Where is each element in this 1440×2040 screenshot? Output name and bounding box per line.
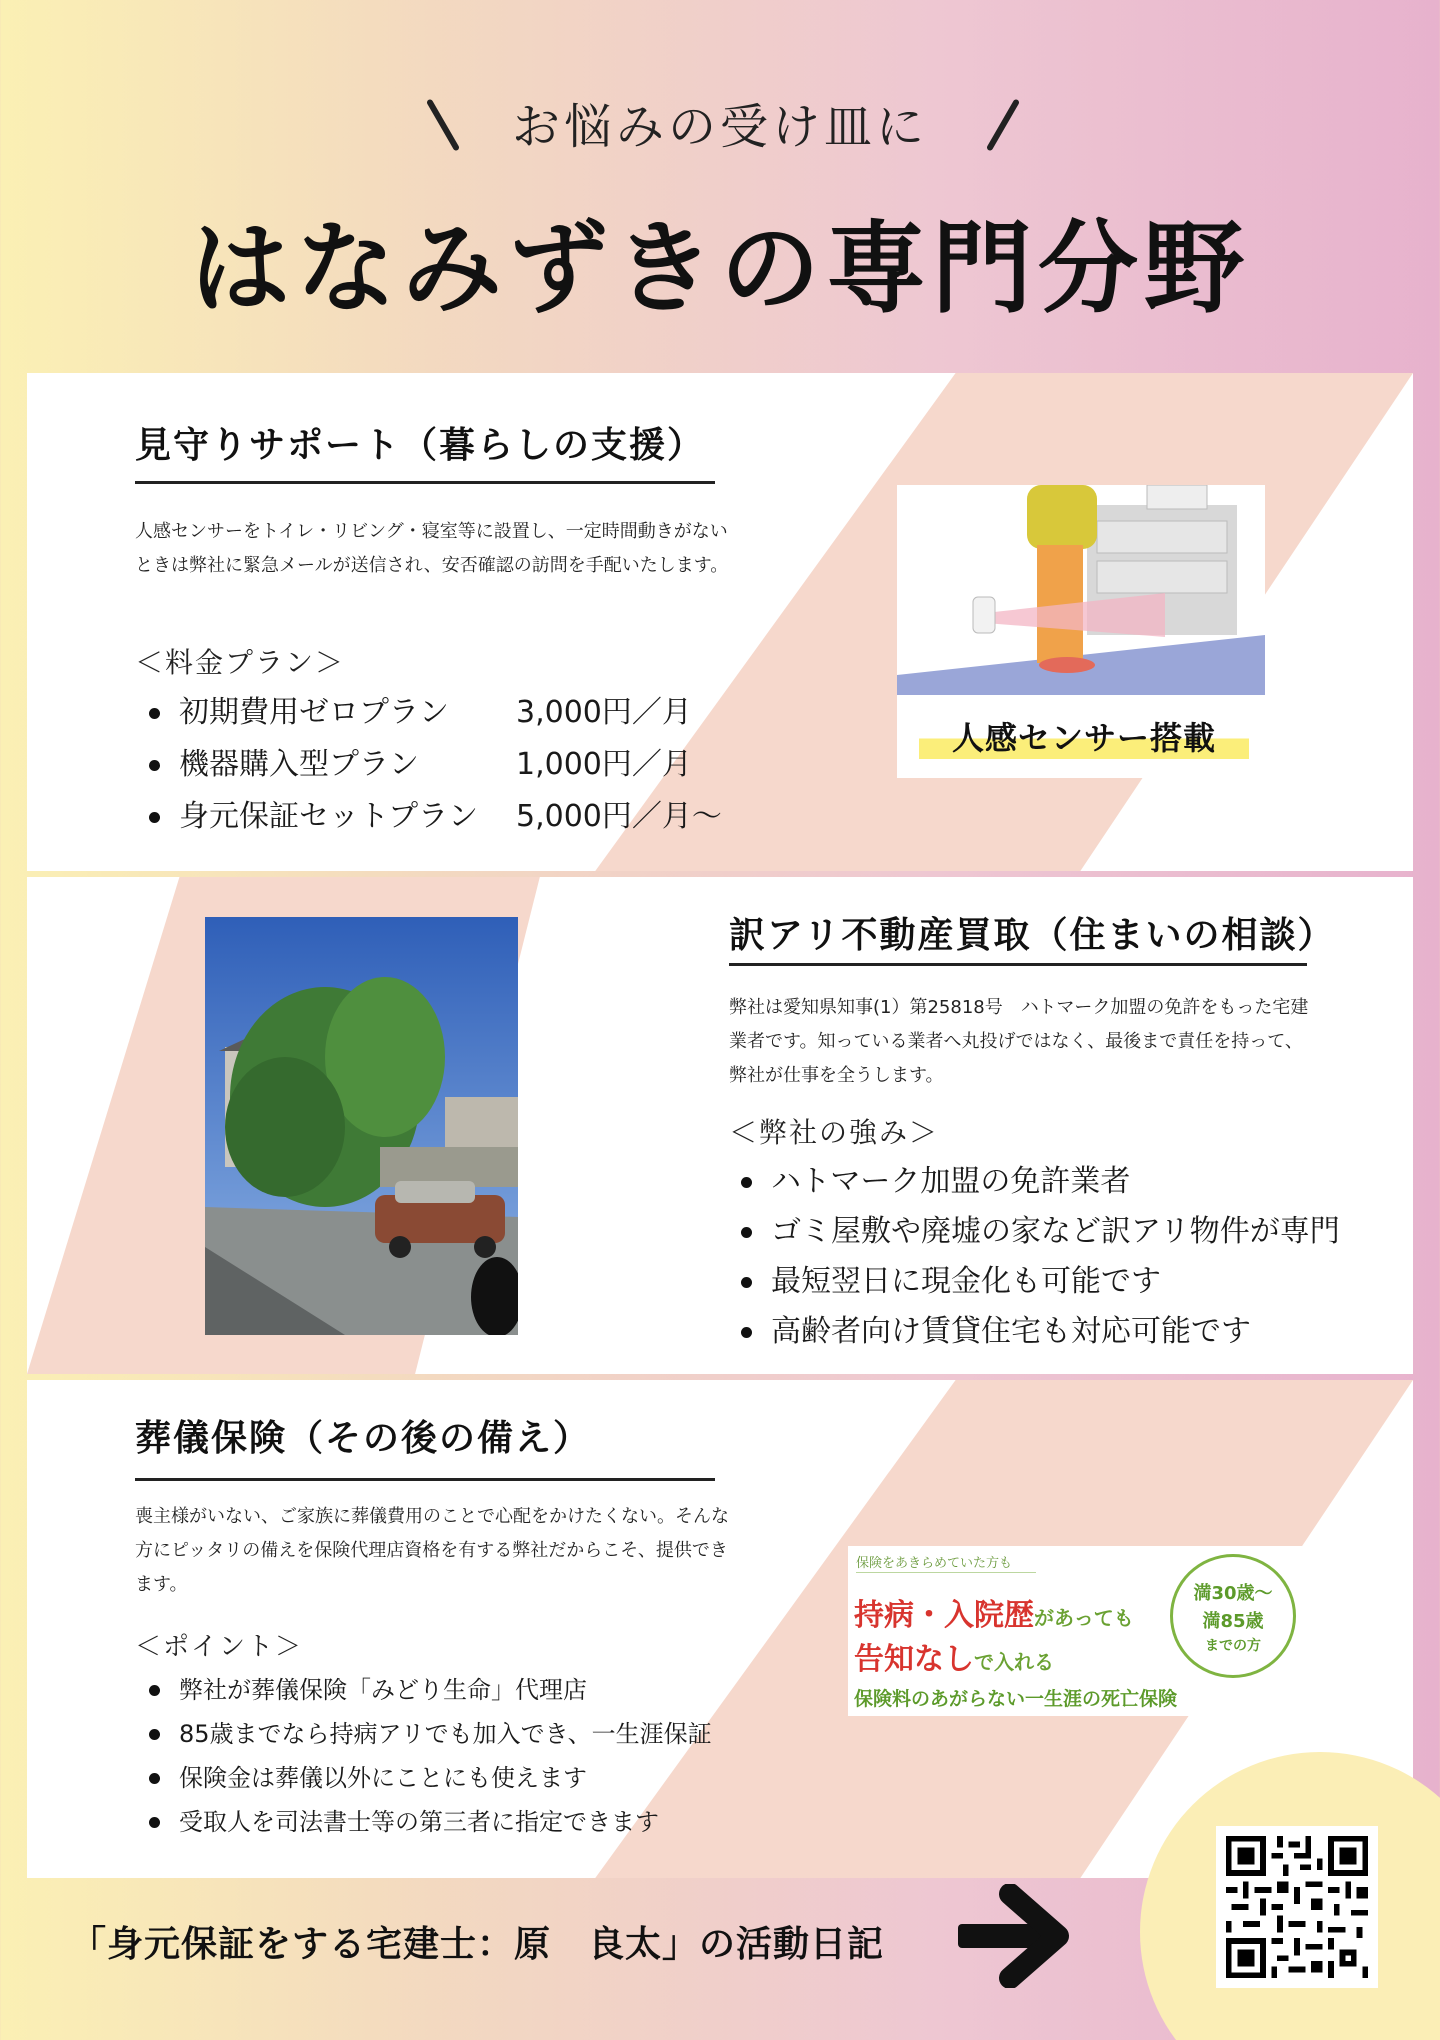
section-real-estate [27,877,1413,1374]
sensor-illustration [897,485,1265,695]
points-heading: ＜ポイント＞ [135,1632,304,1662]
insurance-tagline: 保険料のあがらない一生涯の死亡保険 [854,1688,1178,1710]
sensor-illustration-card [897,485,1265,778]
section-title: 葬儀保険（その後の備え） [135,1418,592,1459]
plan-list [143,687,722,843]
insurance-ad-card [848,1546,1306,1716]
section-description: 人感センサーをトイレ・リビング・寝室等に設置し、一定時間動きがないときは弊社に緊急メールが送信され、安否確認の訪問を手配いたします。 [135,521,729,576]
strengths-list [735,1157,1340,1357]
qr-code[interactable] [1216,1826,1378,1988]
list-item: 弊社が葬儀保険「みどり生命」代理店 [143,1668,712,1712]
section-title: 訳アリ不動産買取（住まいの相談） [729,915,1336,956]
divider [856,1572,1036,1573]
strengths-heading: ＜弊社の強み＞ [729,1116,940,1149]
blog-link-text[interactable]: 「身元保証をする宅建士：原 良太」の活動日記 [70,1924,885,1965]
list-item: 保険金は葬儀以外にことにも使えます [143,1756,712,1800]
list-item: 受取人を司法書士等の第三者に指定できます [143,1800,712,1844]
section-description: 喪主様がいない、ご家族に葬儀費用のことで心配をかけたくない。そんな方にピッタリの備えを保険代理店資格を有する弊社だからこそ、提供できます。 [135,1506,729,1595]
title-underline [135,481,715,484]
points-list [143,1668,712,1844]
list-item: 最短翌日に現金化も可能です [735,1257,1340,1307]
page-title: はなみずきの専門分野 [190,210,1250,327]
house-photo [205,917,518,1335]
list-item: 高齢者向け賃貸住宅も対応可能です [735,1307,1340,1357]
list-item: 初期費用ゼロプラン 3,000円／月 [143,687,722,739]
insurance-headline-1: 持病・入院歴があっても [854,1598,1134,1633]
insurance-headline-2: 告知なしで入れる [854,1642,1054,1677]
list-item: 機器購入型プラン 1,000円／月 [143,739,722,791]
header [0,0,1440,370]
tagline: お悩みの受け皿に [511,99,928,155]
title-underline [135,1478,715,1481]
sensor-label: 人感センサー搭載 [919,713,1249,759]
list-item: ゴミ屋敷や廃墟の家など訳アリ物件が専門 [735,1207,1340,1257]
plans-heading: ＜料金プラン＞ [135,646,346,679]
insurance-top-note: 保険をあきらめていた方も [856,1556,1013,1571]
qr-code-icon [1226,1836,1368,1978]
list-item: 身元保証セットプラン 5,000円／月～ [143,791,722,843]
section-watch-support [27,373,1413,871]
section-description: 弊社は愛知県知事(1）第25818号 ハトマーク加盟の免許をもった宅建業者です。知っている業者へ丸投げではなく、最後まで責任を持って、弊社が仕事を全うします。 [729,997,1309,1086]
list-item: ハトマーク加盟の免許業者 [735,1157,1340,1207]
age-range-badge: 満30歳～ 満85歳 までの方 [1170,1554,1296,1678]
arrow-right-icon [958,1884,1078,1988]
section-title: 見守りサポート（暮らしの支援） [135,425,706,466]
title-underline [729,963,1307,966]
list-item: 85歳までなら持病アリでも加入でき、一生涯保証 [143,1712,712,1756]
